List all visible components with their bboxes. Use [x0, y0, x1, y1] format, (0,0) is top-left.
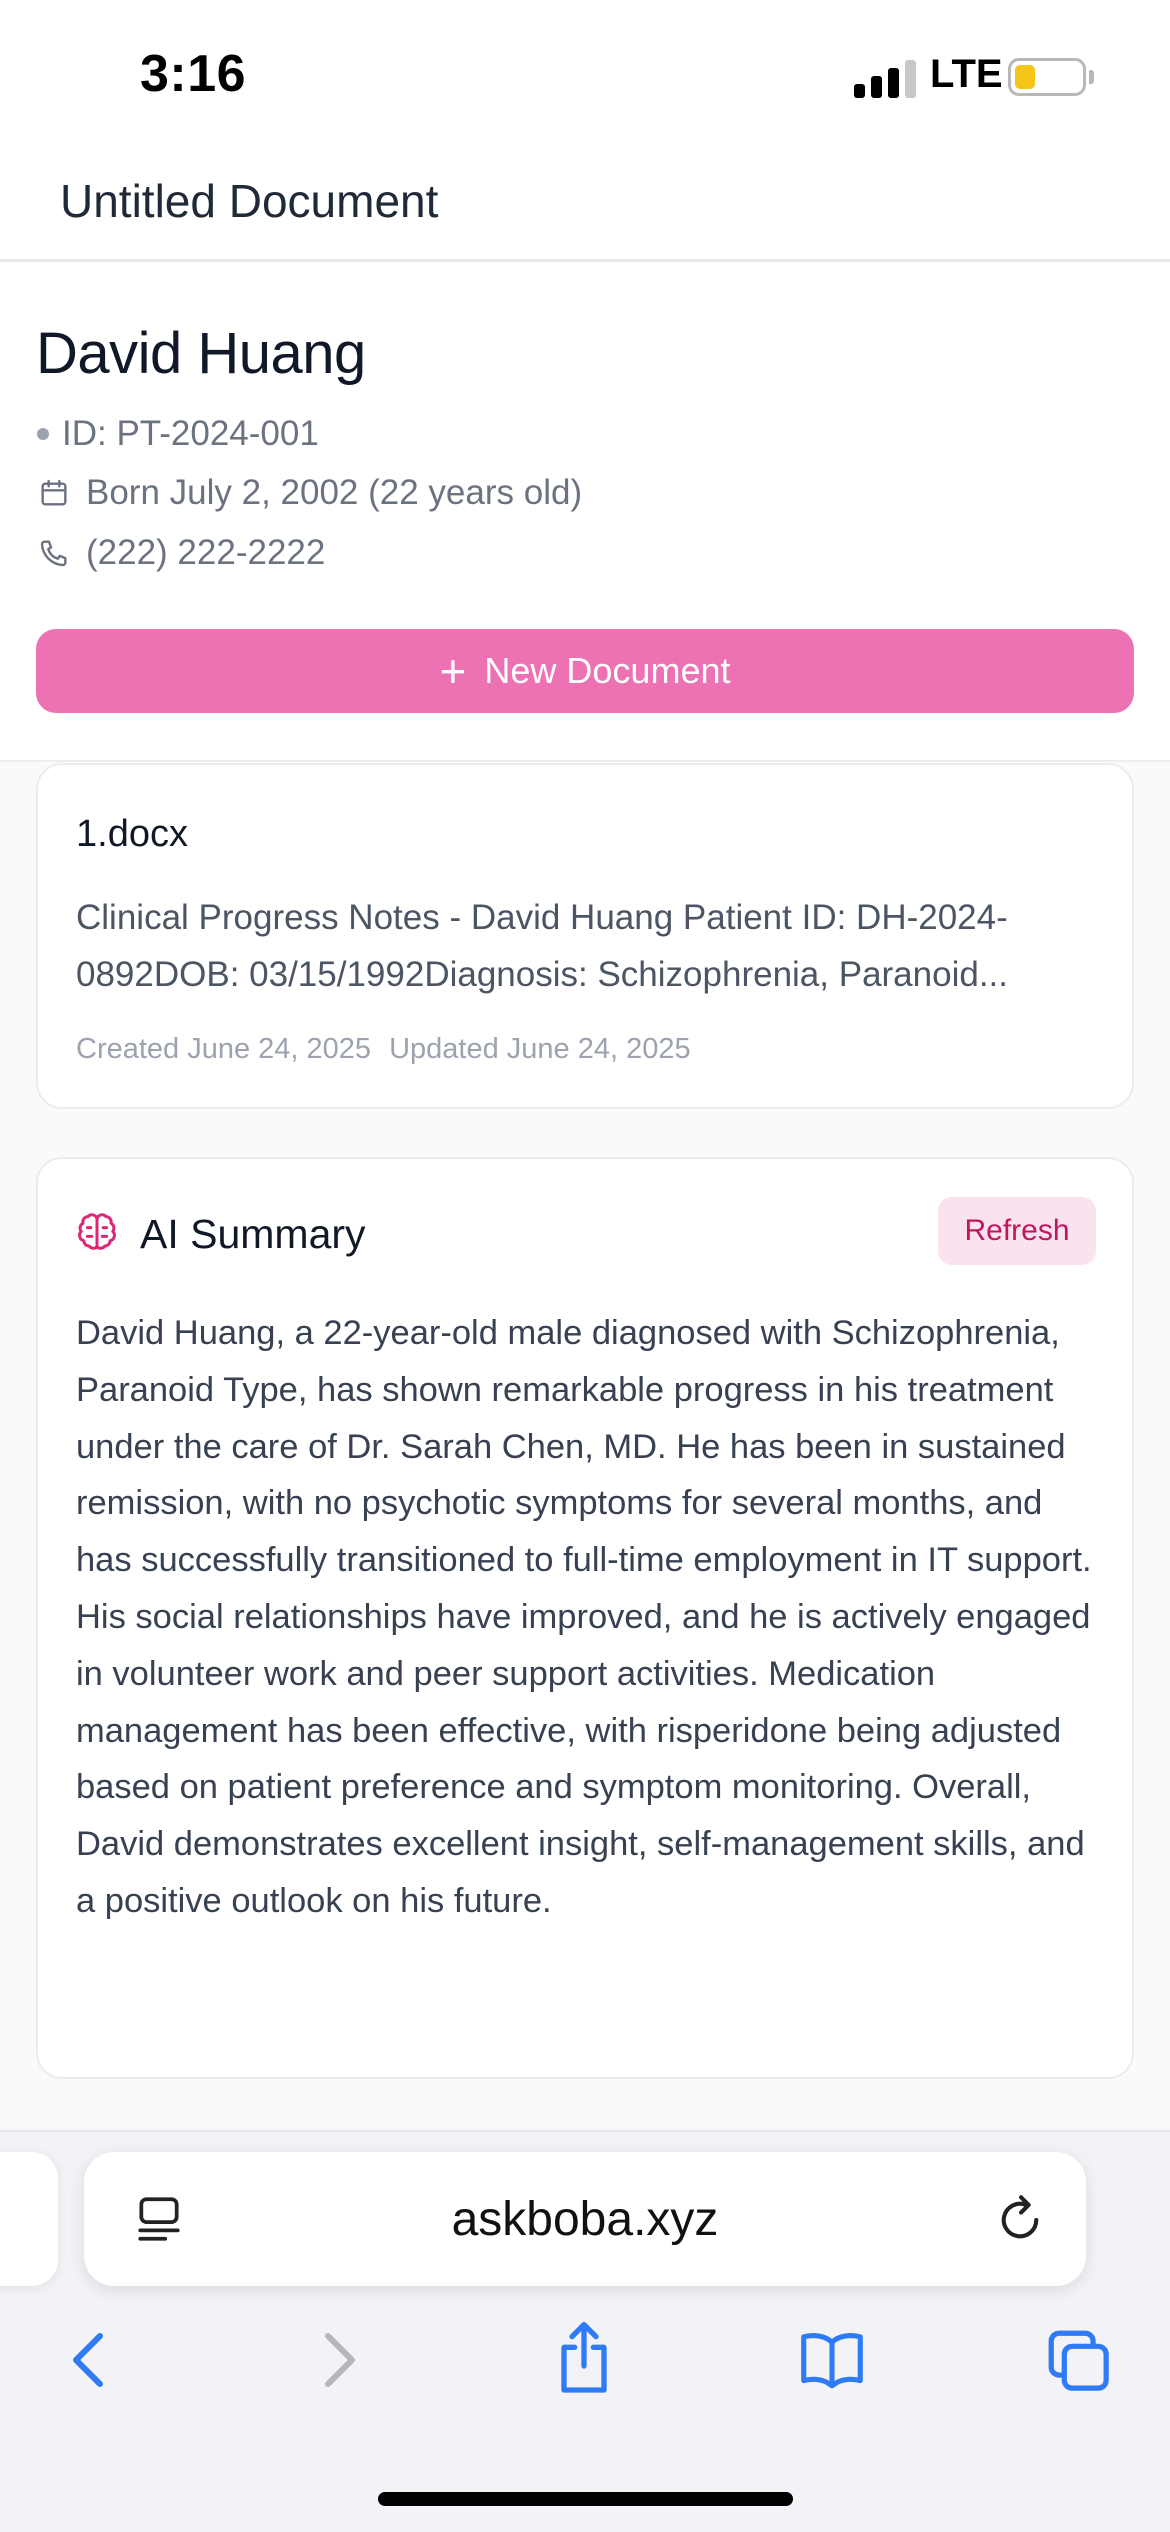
- bookmarks-icon[interactable]: [796, 2328, 868, 2397]
- new-document-label: New Document: [484, 650, 731, 691]
- new-document-button[interactable]: [36, 629, 1134, 713]
- reader-icon[interactable]: [134, 2194, 184, 2251]
- phone-icon: [36, 535, 72, 571]
- document-filename: 1.docx: [76, 813, 188, 855]
- app-header: [0, 150, 1170, 262]
- document-preview-line: 0892DOB: 03/15/1992Diagnosis: Schizophrenia, Paranoid...: [76, 955, 1008, 994]
- ai-summary-header: [76, 1211, 366, 1258]
- battery-icon: [1008, 58, 1086, 96]
- share-icon[interactable]: [552, 2320, 616, 2401]
- document-card[interactable]: [36, 763, 1134, 1109]
- ai-summary-text: David Huang, a 22-year-old male diagnosed with Schizophrenia, Paranoid Type, has shown remarkable progress in his treatment under the care of Dr. Sarah Chen, MD. He has been in sustained remission, with no psychotic symptoms for several months, and has successfully transitioned to full-time employment in IT support. His social relationships have improved, and he is actively engaged in volunteer work and peer support activities. Medication management has been effective, with risperidone being adjusted based on patient preference and symptom monitoring. Overall, David demonstrates excellent insight, self-management skills, and a positive outlook on his future.: [76, 1314, 1092, 1920]
- refresh-button[interactable]: Refresh: [938, 1197, 1096, 1265]
- patient-born-row: [36, 473, 582, 513]
- document-preview: [76, 889, 1106, 1003]
- calendar-icon: [36, 475, 72, 511]
- patient-id-row: [36, 414, 319, 454]
- status-bar: [0, 0, 1170, 150]
- patient-id: ID: PT-2024-001: [62, 414, 319, 453]
- document-created: Created June 24, 2025: [76, 1033, 372, 1065]
- tabs-icon[interactable]: [1046, 2328, 1114, 2401]
- patient-name: David Huang: [36, 321, 366, 386]
- status-time: 3:16: [140, 45, 247, 103]
- page-title: Untitled Document: [60, 175, 439, 227]
- previous-tab-card[interactable]: [0, 2152, 58, 2286]
- bullet-icon: [36, 416, 50, 452]
- plus-icon: +: [439, 645, 467, 697]
- patient-phone: (222) 222-2222: [86, 533, 326, 572]
- reload-icon[interactable]: [994, 2192, 1046, 2251]
- document-updated: Updated June 24, 2025: [389, 1033, 691, 1065]
- ai-summary-title: AI Summary: [140, 1211, 366, 1257]
- patient-phone-row[interactable]: [36, 533, 325, 573]
- signal-icon: [854, 58, 916, 98]
- patient-birth: Born July 2, 2002 (22 years old): [86, 473, 583, 512]
- document-preview-line: Clinical Progress Notes - David Huang Patient ID: DH-2024-: [76, 898, 1008, 937]
- document-meta: [76, 1033, 691, 1066]
- address-bar[interactable]: [84, 2152, 1086, 2286]
- network-label: LTE: [930, 52, 1003, 96]
- back-icon[interactable]: [66, 2328, 110, 2397]
- ai-summary-card: [36, 1157, 1134, 2079]
- home-indicator: [378, 2492, 793, 2506]
- battery-cap: [1089, 70, 1094, 84]
- brain-icon: [76, 1211, 118, 1258]
- forward-icon[interactable]: [318, 2328, 362, 2397]
- url-text: askboba.xyz: [451, 2192, 719, 2246]
